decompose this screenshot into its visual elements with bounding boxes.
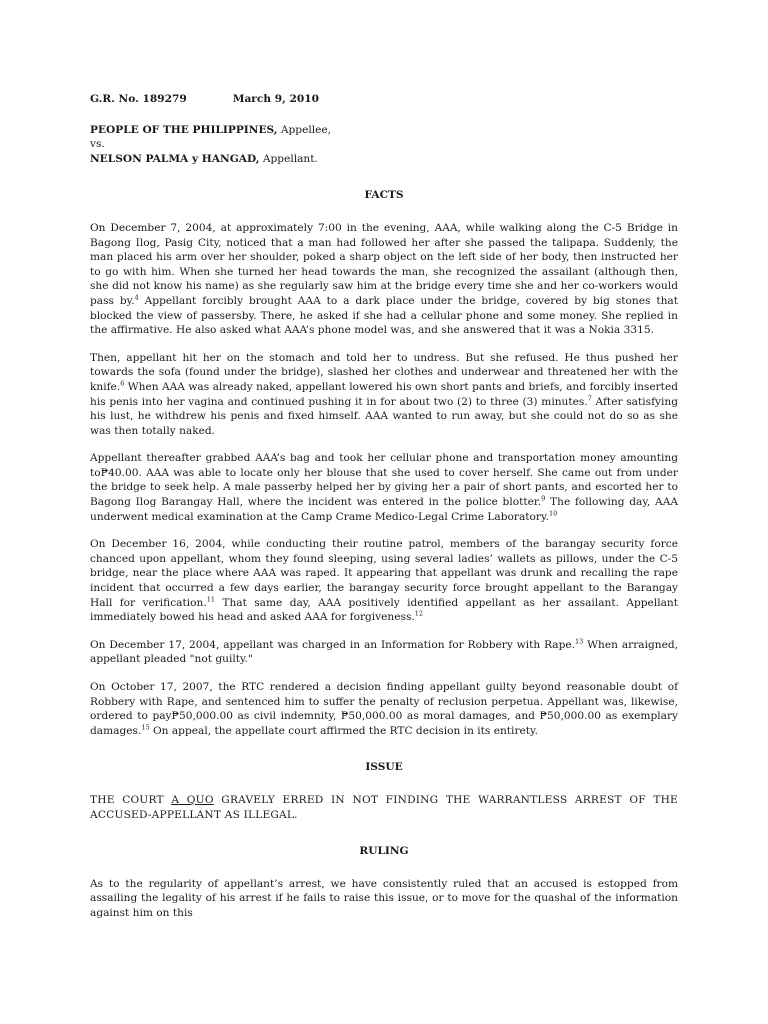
facts-paragraph-2: Then, appellant hit her on the stomach and told her to undress. But she refused. He thus pushed her towards the sofa (found under the bridge), slashed her clothes and underwear and threatened her with the knife.$^6$ When AAA was already naked, appellant lowered his own short pants and briefs, and forcibly inserted his penis into her vagina and continued pushing it in for about two (2) to three (3) minutes.$^7$ After satisfying his lust, he withdrew his penis and fixed himself. AAA wanted to run away, but she could not do so as she was then totally naked. xyxy=(90,351,678,437)
footnote-ref[interactable]: 11 xyxy=(206,595,215,604)
case-caption-line xyxy=(90,92,678,107)
appellee-line xyxy=(90,123,678,138)
footnote-ref[interactable]: 12 xyxy=(414,609,424,618)
appellant-role: Appellant. xyxy=(259,152,318,165)
footnote-ref[interactable]: 4 xyxy=(134,293,139,302)
footnote-ref[interactable]: 13 xyxy=(575,637,584,646)
appellee-name: PEOPLE OF THE PHILIPPINES, xyxy=(90,123,278,136)
facts-paragraph-3: Appellant thereafter grabbed AAA’s bag and took her cellular phone and transportation money amounting to₱40.00. AAA was able to locate only her blouse that she used to cover herself. She came out from under the bridge to seek help. A male passerby helped her by giving her a pair of short pants, and escorted her to Bagong Ilog Barangay Hall, where the incident was entered in the police blotter.$^9$ The following day, AAA underwent medical examination at the Camp Crame Medico-Legal Crime Laboratory.$^{10}$ xyxy=(90,452,678,523)
footnote-ref[interactable]: 7 xyxy=(587,393,592,402)
ruling-heading: RULING xyxy=(359,845,409,858)
facts-paragraph-1: On December 7, 2004, at approximately 7:00 in the evening, AAA, while walking along the C-5 Bridge in Bagong Ilog, Pasig City, noticed that a man had followed her after she passed the talipapa. Suddenly, the man placed his arm over her shoulder, poked a sharp object on the left side of her body, then instructed her to go with him. When she turned her head towards the man, she recognized the assailant (although then, she did not know his name) as she regularly saw him at the bridge every time she and her co-workers would pass by.$^4$ Appellant forcibly brought AAA to a dark place under the bridge, covered by big stones that blocked the view of passersby. There, he asked if she had a cellular phone and some money. She replied in the affirmative. He also asked what AAA’s phone model was, and she answered that it was a Nokia 3315. xyxy=(90,221,678,337)
footnote-ref[interactable]: 10 xyxy=(548,509,558,518)
versus: vs. xyxy=(90,138,105,151)
a-quo-underlined: A QUO xyxy=(171,793,214,806)
footnote-ref[interactable]: 9 xyxy=(541,494,546,503)
ruling-paragraph-1: As to the regularity of appellant’s arrest, we have consistently ruled that an accused is estopped from assailing the legality of his arrest if he fails to raise this issue, or to move for the quashal of the information against him on this xyxy=(90,877,678,919)
footnote-ref[interactable]: 15 xyxy=(141,723,150,732)
issue-statement: THE COURT A QUO GRAVELY ERRED IN NOT FINDING THE WARRANTLESS ARREST OF THE ACCUSED-APPELLANT AS ILLEGAL. xyxy=(90,793,678,821)
appellee-role: Appellee, xyxy=(277,123,332,136)
decision-date: March 9, 2010 xyxy=(232,93,319,105)
gr-number: G.R. No. 189279 xyxy=(90,93,187,105)
facts-heading: FACTS xyxy=(364,189,404,202)
appellant-line xyxy=(90,152,678,167)
facts-paragraph-4: On December 16, 2004, while conducting their routine patrol, members of the barangay security force chanced upon appellant, whom they found sleeping, using several ladies’ wallets as pillows, under the C-5 bridge, near the place where AAA was raped. It appearing that appellant was drunk and recalling the rape incident that occurred a few days earlier, the barangay security force brought appellant to the Barangay Hall for verification.$^{11}$ That same day, AAA positively identified appellant as her assailant. Appellant immediately bowed his head and asked AAA for forgiveness.$^{12}$ xyxy=(90,538,678,624)
issue-heading: ISSUE xyxy=(365,761,403,774)
facts-paragraph-5: On December 17, 2004, appellant was charged in an Information for Robbery with Rape.$^{13}$ When arraigned, appellant pleaded "not guilty." xyxy=(90,637,678,666)
footnote-ref[interactable]: 6 xyxy=(120,379,125,388)
facts-paragraph-6: On October 17, 2007, the RTC rendered a decision finding appellant guilty beyond reasonable doubt of Robbery with Rape, and sentenced him to suffer the penalty of reclusion perpetua. Appellant was, likewise, ordered to pay₱50,000.00 as civil indemnity, ₱50,000.00 as moral damages, and ₱50,000.00 as exemplary damages.$^{15}$ On appeal, the appellate court affirmed the RTC decision in its entirety. xyxy=(90,681,678,737)
appellant-name: NELSON PALMA y HANGAD, xyxy=(90,152,260,165)
